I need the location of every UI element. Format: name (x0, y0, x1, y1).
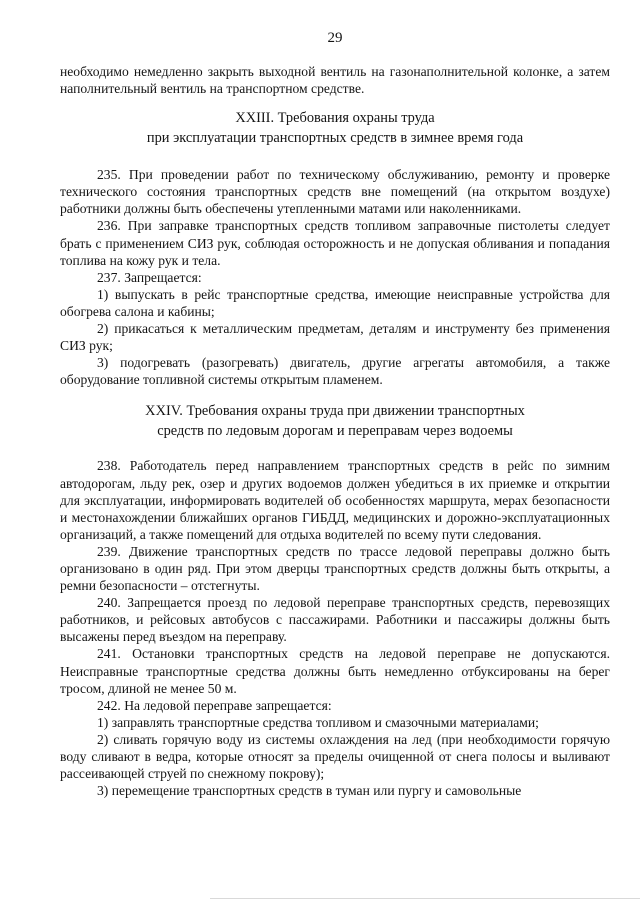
list-item-242-2: 2) сливать горячую воду из системы охлаждения на лед (при необходимости горячую воду сливают в ведра, которые относят за пределы очищенной от снега полосы и выливают рассеивающей струей по снежному покрову); (60, 731, 610, 782)
section-heading-xxiv (60, 401, 610, 441)
list-item-237-3: 3) подогревать (разогревать) двигатель, другие агрегаты автомобиля, а также оборудование топливной системы открытым пламенем. (60, 355, 610, 388)
paragraph-237: 237. Запрещается: (97, 269, 202, 285)
list-item-242-3: 3) перемещение транспортных средств в туман или пургу и самовольные (97, 783, 522, 799)
paragraph-241: 241. Остановки транспортных средств на ледовой переправе не допускаются. Неисправные транспортные средства должны быть немедленно отбуксированы на берег тросом, длиной не менее 50 м. (60, 646, 610, 696)
list-item-237-1: 1) выпускать в рейс транспортные средства, имеющие неисправные устройства для обогрева салона и кабины; (60, 286, 610, 319)
paragraph-238: 238. Работодатель перед направлением транспортных средств в рейс по зимним автодорогам, льду рек, озер и других водоемов должен убедиться в их приемке и открытии для эксплуатации, информировать водителей об особенностях маршрута, мерах безопасности и местонахождении ближайших органов ГИБДД, медицинских и дорожно-эксплуатационных организаций, а также помещений для отдыха водителей по всему пути следования. (60, 458, 610, 542)
paragraph-239: 239. Движение транспортных средств по трассе ледовой переправы должно быть организовано в один ряд. При этом дверцы транспортных средств должны быть открыты, а ремни безопасности – отстегнуты. (60, 543, 610, 594)
section-title-line: при эксплуатации транспортных средств в зимнее время года (146, 130, 524, 147)
page-bottom-rule (210, 898, 640, 899)
paragraph-235: 235. При проведении работ по техническому обслуживанию, ремонту и проверке технического состояния транспортных средств вне помещений (на открытом воздухе) работники должны быть обеспечены утепленными матами или наколенниками. (60, 167, 610, 217)
paragraph-242: 242. На ледовой переправе запрещается: (97, 697, 332, 713)
list-item-242-1: 1) заправлять транспортные средства топливом и смазочными материалами; (97, 714, 539, 730)
paragraph-240: 240. Запрещается проезд по ледовой переправе транспортных средств, перевозящих работников, и рейсовых автобусов с пассажирами. Работники и пассажиры должны быть высажены перед въездом на переправу. (60, 595, 610, 645)
section-title-line: XXIII. Требования охраны труда (235, 110, 435, 127)
intro-paragraph: необходимо немедленно закрыть выходной вентиль на газонаполнительной колонке, а затем наполнительный вентиль на транспортном средстве. (60, 64, 610, 97)
section-title-line: XXIV. Требования охраны труда при движении транспортных (145, 403, 525, 420)
section-heading-xxiii (60, 108, 610, 148)
section-title-line: средств по ледовым дорогам и переправам через водоемы (157, 423, 513, 440)
page-number: 29 (327, 30, 343, 46)
list-item-237-2: 2) прикасаться к металлическим предметам, деталям и инструменту без применения СИЗ рук; (60, 321, 610, 354)
paragraph-236: 236. При заправке транспортных средств топливом заправочные пистолеты следует брать с применением СИЗ рук, соблюдая осторожность и не допуская обливания и попадания топлива на кожу рук и тела. (60, 218, 610, 268)
